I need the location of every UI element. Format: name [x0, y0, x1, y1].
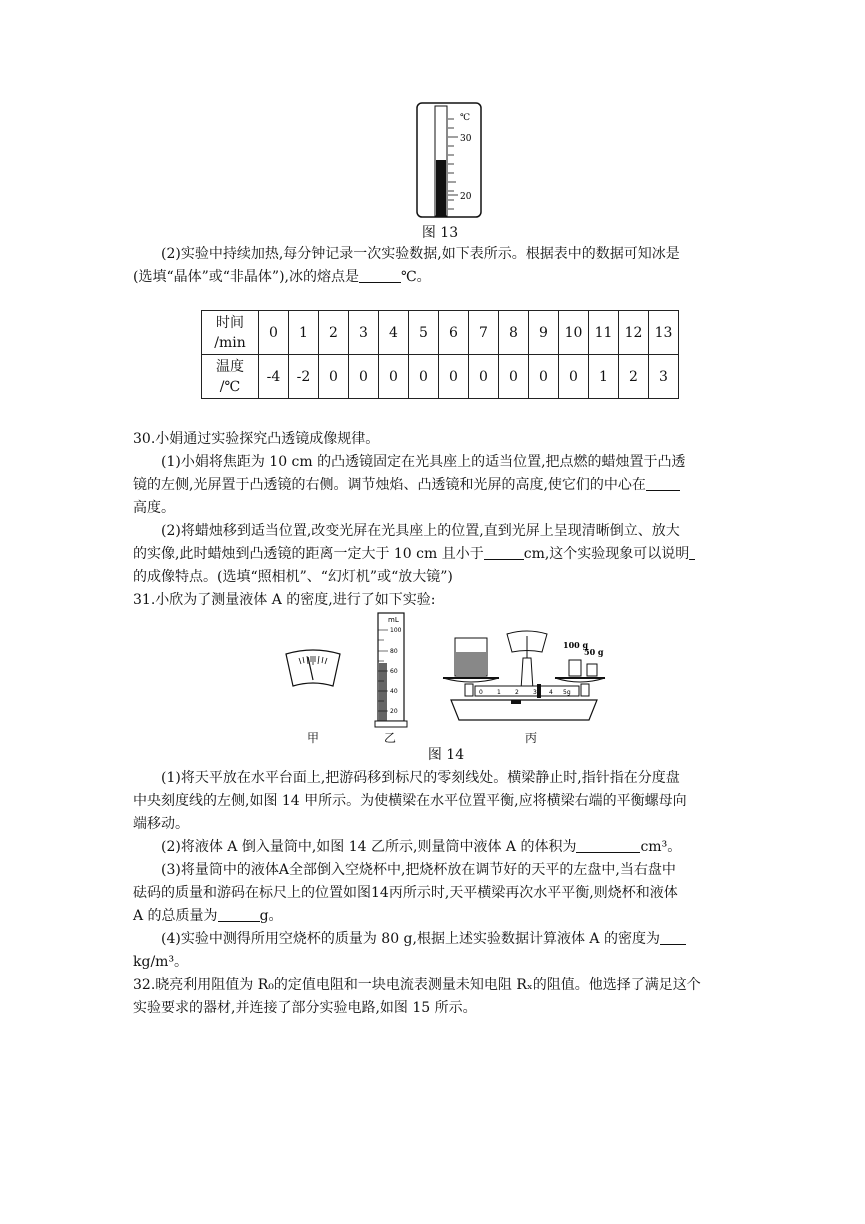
label-jia: 甲 — [307, 731, 320, 745]
time-cell: 11 — [589, 311, 619, 355]
balance-dial-figure — [283, 648, 343, 690]
melting-data-table — [201, 310, 679, 399]
distance-blank[interactable] — [484, 545, 524, 560]
temp-cell: 0 — [559, 355, 589, 399]
weight-100g-label: 100 g — [563, 640, 589, 650]
weight-100g — [569, 660, 581, 676]
time-cell: 13 — [649, 311, 679, 355]
q30-title: 30.小娟通过实验探究凸透镜成像规律。 — [133, 431, 380, 447]
temp-cell: 0 — [529, 355, 559, 399]
cylinder-tick-20: 20 — [390, 708, 398, 715]
q30-p2-line1: (2)将蜡烛移到适当位置,改变光屏在光具座上的位置,直到光屏上呈现清晰倒立、放大 — [161, 523, 680, 539]
temp-cell: 0 — [499, 355, 529, 399]
temp-cell: 0 — [409, 355, 439, 399]
time-header: 时间 /min — [202, 311, 259, 355]
time-cell: 8 — [499, 311, 529, 355]
q31-p4-line1 — [133, 928, 733, 951]
time-cell: 0 — [259, 311, 289, 355]
table-row-time — [202, 311, 679, 355]
temp-cell: 1 — [589, 355, 619, 399]
ruler-tick-3: 3 — [533, 689, 537, 696]
label-yi: 乙 — [384, 731, 397, 745]
time-cell: 10 — [559, 311, 589, 355]
q31-p1-line3: 端移动。 — [133, 816, 189, 832]
q30-p1-line2 — [133, 474, 733, 497]
cylinder-unit-label: mL — [388, 616, 399, 624]
ruler-tick-5g: 5g — [563, 689, 571, 696]
temp-cell: 0 — [469, 355, 499, 399]
balance-figure — [437, 628, 609, 726]
same-height-blank[interactable] — [646, 476, 680, 491]
weight-50g — [587, 664, 597, 676]
q31-p3-text-b: g。 — [259, 908, 283, 924]
q31-p1-line2: 中央刻度线的左侧,如图 14 甲所示。为使横梁在水平位置平衡,应将横梁右端的平衡螺母向 — [133, 793, 687, 809]
temp-cell: 0 — [439, 355, 469, 399]
q30-p2-line2 — [133, 543, 733, 566]
q31-p1-line1: (1)将天平放在水平台面上,把游码移到标尺的零刻线处。横梁静止时,指针指在分度盘 — [161, 770, 680, 786]
q29-part2-text-a: (选填“晶体”或“非晶体”),冰的熔点是 — [133, 269, 360, 285]
temp-cell: 0 — [379, 355, 409, 399]
table-row-temperature — [202, 355, 679, 399]
q29-part2-line2 — [133, 266, 733, 289]
q31-p4-text: (4)实验中测得所用空烧杯的质量为 80 g,根据上述实验数据计算液体 A 的密度为 — [161, 931, 660, 947]
q30-p1-line3: 高度。 — [133, 500, 175, 516]
thermometer-tick-20: 20 — [460, 192, 472, 202]
q30-p2-line3: 的成像特点。(选填“照相机”、“幻灯机”或“放大镜”) — [133, 569, 453, 585]
q31-p4-line2: kg/m³。 — [133, 954, 189, 970]
q29-part2-text-b: ℃。 — [401, 269, 431, 285]
q31-p3-line1: (3)将量筒中的液体A全部倒入空烧杯中,把烧杯放在调节好的天平的左盘中,当右盘中 — [161, 862, 676, 878]
q31-p2-text-b: cm³。 — [640, 839, 682, 855]
figure-14-caption: 图 14 — [427, 747, 465, 763]
figure-13-caption: 图 13 — [421, 225, 459, 241]
beaker-liquid — [456, 652, 486, 675]
q30-p2-text-b: cm,这个实验现象可以说明 — [523, 546, 690, 562]
q31-p2-line — [133, 836, 733, 859]
cylinder-tick-60: 60 — [390, 668, 398, 675]
temp-cell: -2 — [289, 355, 319, 399]
q31-p3-text-a: A 的总质量为 — [133, 908, 218, 924]
ruler-tick-0: 0 — [479, 689, 483, 696]
q30-p1-line1: (1)小娟将焦距为 10 cm 的凸透镜固定在光具座上的适当位置,把点燃的蜡烛置于凸透 — [161, 454, 686, 470]
temp-cell: 3 — [649, 355, 679, 399]
time-cell: 5 — [409, 311, 439, 355]
cylinder-tick-100: 100 — [390, 627, 402, 634]
q32-line1: 32.晓亮利用阻值为 R₀的定值电阻和一块电流表测量未知电阻 Rₓ的阻值。他选择了满足这个 — [133, 977, 701, 993]
rider — [537, 684, 541, 698]
temp-cell: 0 — [349, 355, 379, 399]
q31-p3-line3 — [133, 905, 733, 928]
density-blank[interactable] — [660, 930, 686, 945]
time-cell: 7 — [469, 311, 499, 355]
cylinder-liquid — [379, 663, 387, 721]
time-cell: 3 — [349, 311, 379, 355]
cylinder-tick-80: 80 — [390, 648, 398, 655]
device-blank[interactable] — [689, 545, 695, 560]
q31-title: 31.小欣为了测量液体 A 的密度,进行了如下实验: — [133, 592, 436, 608]
weight-50g-label: 50 g — [584, 647, 604, 657]
cylinder-tick-40: 40 — [390, 688, 398, 695]
time-cell: 2 — [319, 311, 349, 355]
time-cell: 12 — [619, 311, 649, 355]
ruler-tick-1: 1 — [497, 689, 501, 696]
ruler-tick-2: 2 — [515, 689, 519, 696]
temp-cell: 0 — [319, 355, 349, 399]
q30-p1-text: 镜的左侧,光屏置于凸透镜的右侧。调节烛焰、凸透镜和光屏的高度,使它们的中心在 — [133, 477, 646, 493]
q32-line2: 实验要求的器材,并连接了部分实验电路,如图 15 所示。 — [133, 1000, 477, 1016]
total-mass-blank[interactable] — [218, 907, 260, 922]
label-bing: 丙 — [525, 731, 538, 745]
volume-blank[interactable] — [576, 838, 640, 853]
q31-p3-line2: 砝码的质量和游码在标尺上的位置如图14丙所示时,天平横梁再次水平平衡,则烧杯和液体 — [133, 885, 678, 901]
thermometer-unit-label: ℃ — [460, 113, 471, 123]
temp-cell: 2 — [619, 355, 649, 399]
thermometer-figure — [416, 102, 482, 220]
thermometer-tick-30: 30 — [460, 134, 472, 144]
q31-p2-text-a: (2)将液体 A 倒入量筒中,如图 14 乙所示,则量筒中液体 A 的体积为 — [161, 839, 577, 855]
melting-point-blank[interactable] — [359, 268, 401, 283]
time-cell: 6 — [439, 311, 469, 355]
temp-cell: -4 — [259, 355, 289, 399]
ruler-tick-4: 4 — [549, 689, 553, 696]
time-cell: 9 — [529, 311, 559, 355]
time-cell: 4 — [379, 311, 409, 355]
q30-p2-text-a: 的实像,此时蜡烛到凸透镜的距离一定大于 10 cm 且小于 — [133, 546, 484, 562]
q29-part2-line1: (2)实验中持续加热,每分钟记录一次实验数据,如下表所示。根据表中的数据可知冰是 — [161, 246, 680, 262]
temperature-header: 温度 /℃ — [202, 355, 259, 399]
graduated-cylinder-figure — [374, 611, 408, 729]
thermometer-liquid-column — [436, 160, 446, 216]
time-cell: 1 — [289, 311, 319, 355]
